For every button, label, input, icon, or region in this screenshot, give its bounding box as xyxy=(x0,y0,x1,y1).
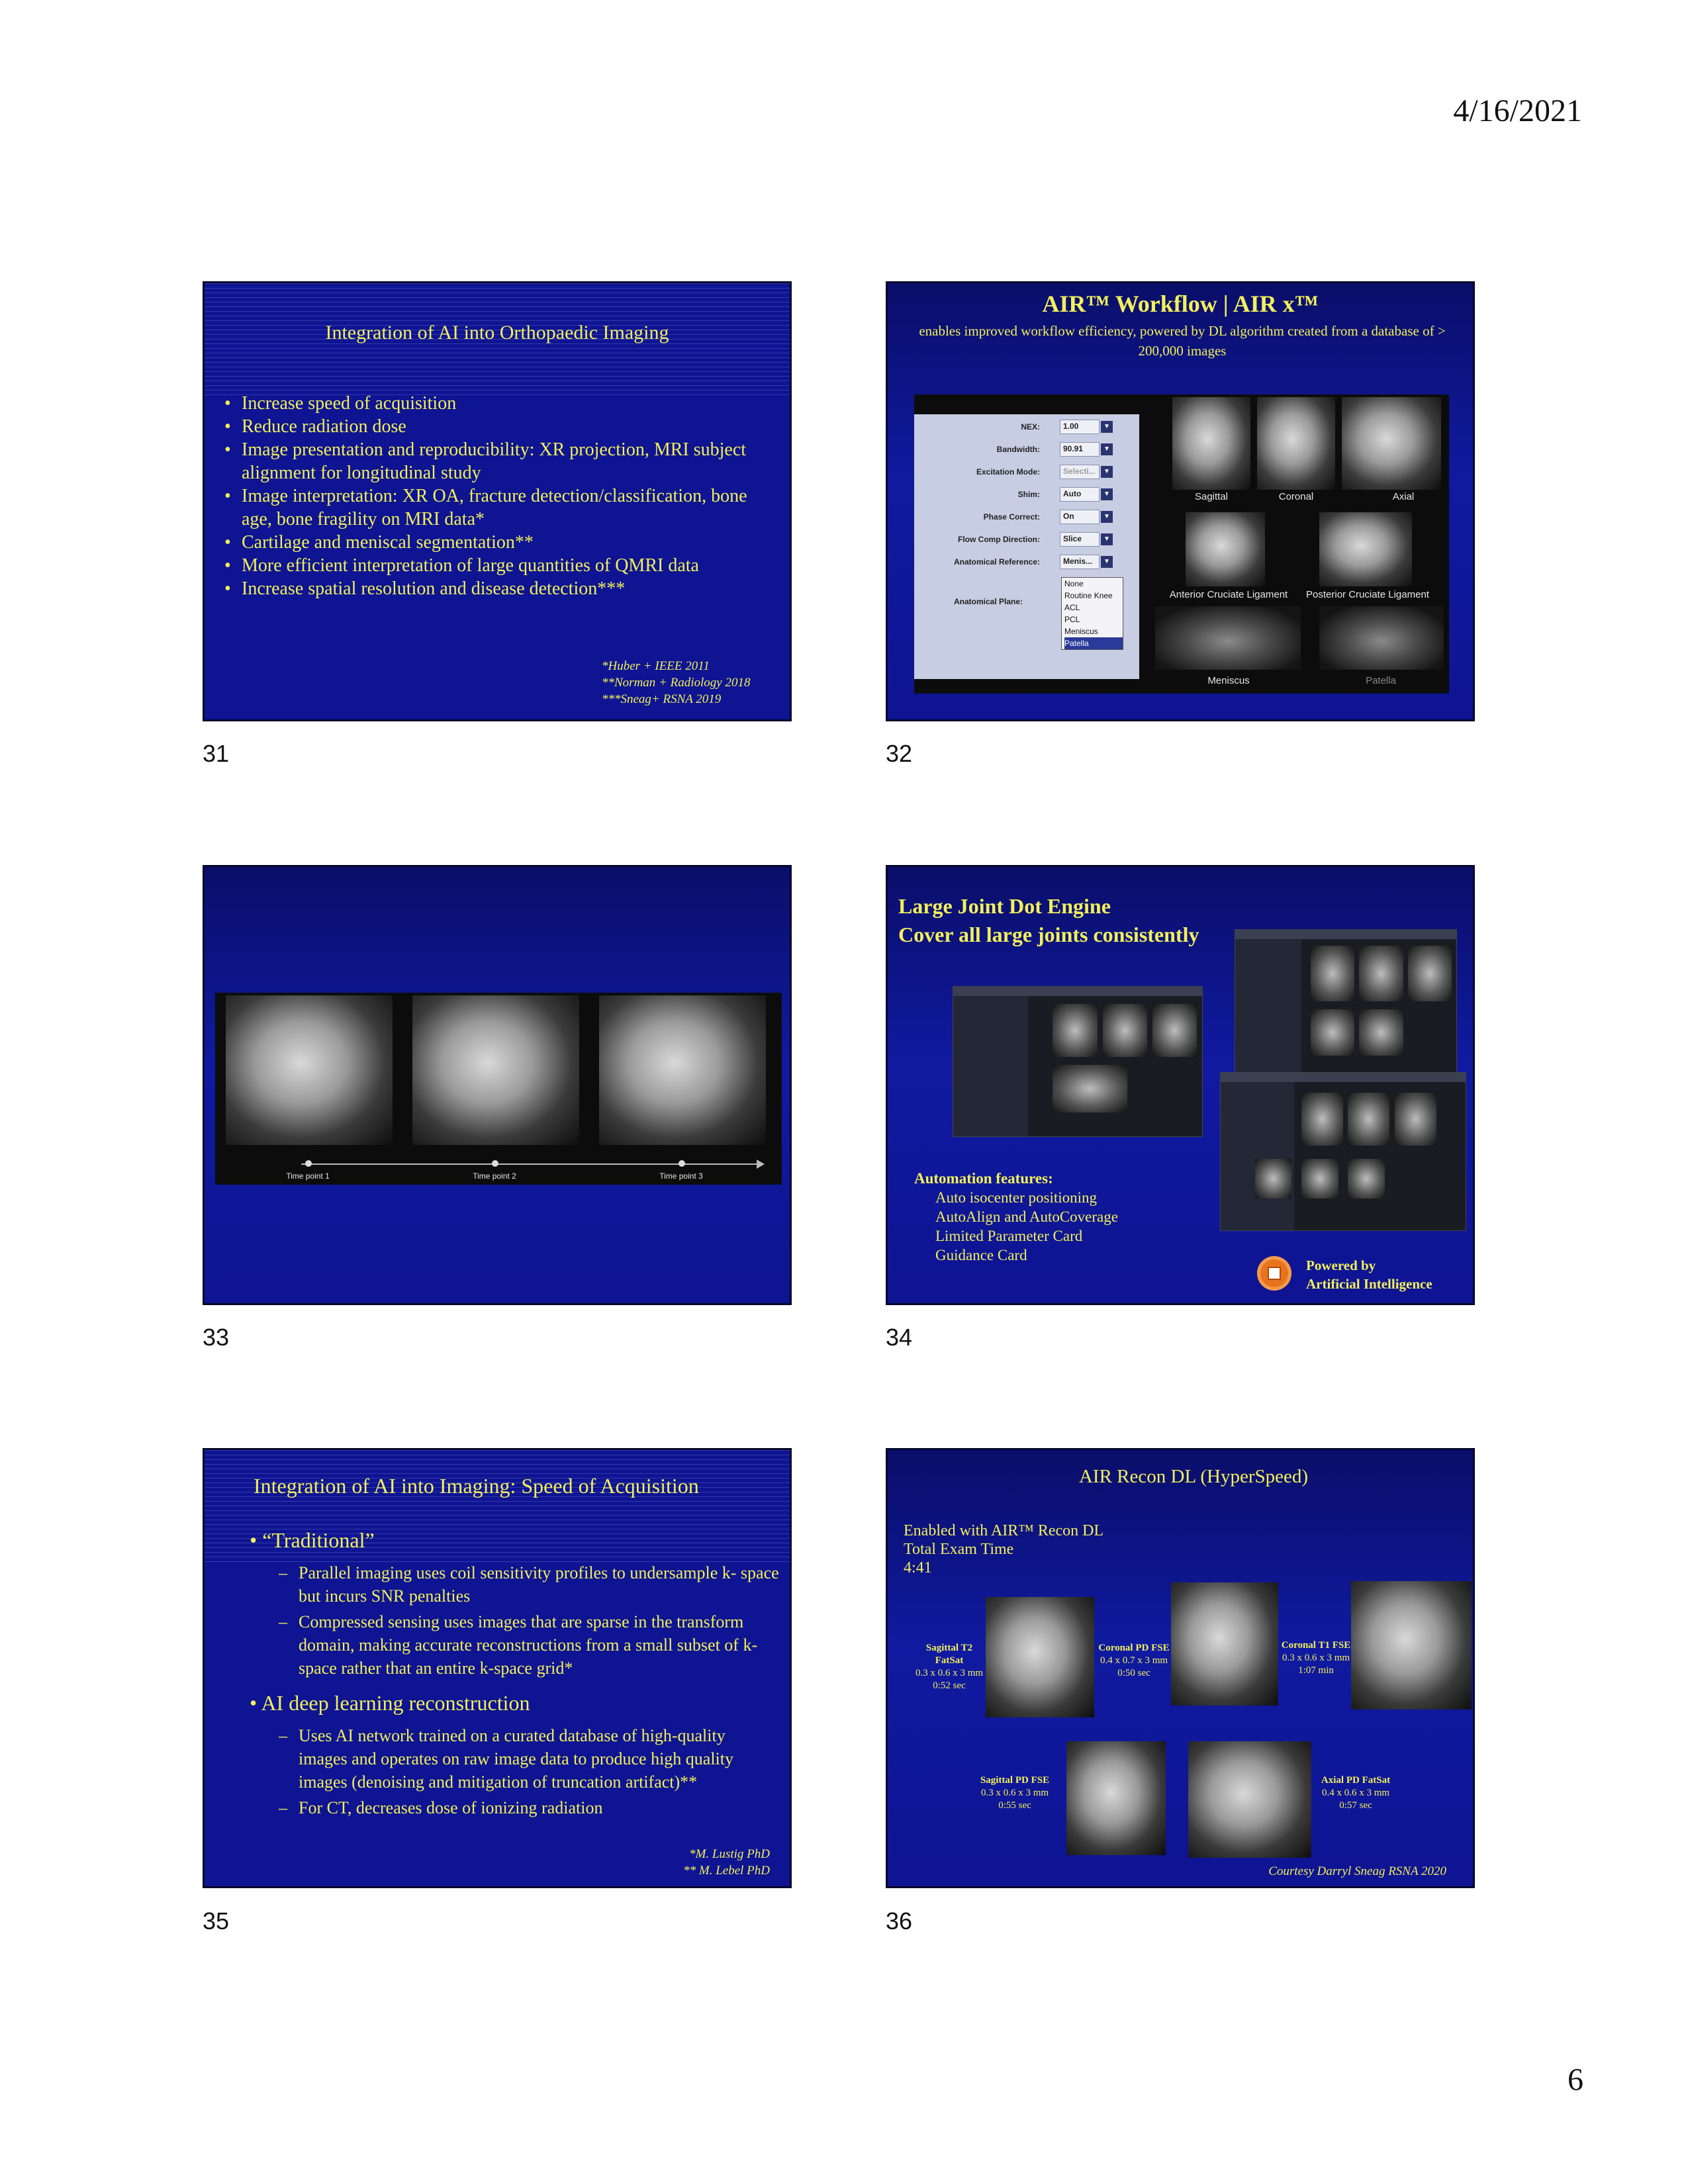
nex-field[interactable]: 1.00 xyxy=(1060,420,1100,434)
timepoint-label: Time point 3 xyxy=(659,1171,703,1181)
image-label: Anterior Cruciate Ligament xyxy=(1169,589,1288,600)
anatomical-plane-label: Anatomical Plane: xyxy=(954,597,1023,606)
feature-item: Guidance Card xyxy=(935,1247,1027,1263)
timeline-axis xyxy=(301,1163,758,1165)
chevron-down-icon[interactable]: ▼ xyxy=(1101,488,1113,500)
feature-item: Auto isocenter positioning xyxy=(935,1189,1098,1206)
slide-34 xyxy=(886,865,1475,1305)
sub-bullet-item: – For CT, decreases dose of ionizing radiation xyxy=(279,1798,603,1817)
slide-31 xyxy=(203,281,792,721)
bullet-item: • Reduce radiation dose xyxy=(220,415,750,438)
reference: **Norman + Radiology 2018 xyxy=(602,676,751,690)
console-screenshot xyxy=(953,986,1203,1137)
shim-field[interactable]: Auto xyxy=(1060,487,1100,502)
mri-image xyxy=(1171,1582,1278,1706)
form-row: Shim: Auto ▼ xyxy=(914,486,1126,504)
settings-form xyxy=(914,414,1139,679)
form-row: Phase Correct: On ▼ xyxy=(914,508,1126,527)
image-label: Sagittal xyxy=(1194,491,1229,502)
slide-36 xyxy=(886,1448,1475,1888)
slide-number: 31 xyxy=(203,740,230,767)
dropdown-option[interactable]: ACL xyxy=(1064,603,1080,612)
mri-image xyxy=(1342,397,1441,490)
mri-image xyxy=(1186,512,1265,586)
bullet-level-1: • “Traditional” xyxy=(250,1528,375,1552)
image-label: Coronal xyxy=(1278,491,1314,502)
reference: ***Sneag+ RSNA 2019 xyxy=(602,692,722,706)
timeline-dot xyxy=(305,1160,312,1167)
reference: *Huber + IEEE 2011 xyxy=(602,659,710,673)
chevron-down-icon[interactable]: ▼ xyxy=(1101,443,1113,455)
image-caption: Sagittal PD FSE 0.3 x 0.6 x 3 mm 0:55 sec xyxy=(980,1775,1050,1811)
slide-number: 35 xyxy=(203,1907,230,1934)
image-label: Posterior Cruciate Ligament xyxy=(1306,589,1429,600)
form-row: Bandwidth: 90.91 ▼ xyxy=(914,441,1126,459)
references xyxy=(602,658,750,707)
sub-bullet-list xyxy=(279,1724,769,1819)
console-screenshot xyxy=(1220,1072,1466,1231)
mri-image xyxy=(986,1597,1094,1717)
reference: *M. Lustig PhD xyxy=(689,1847,770,1861)
slide-title: AIR Recon DL (HyperSpeed) xyxy=(1078,1466,1309,1487)
bullet-item: • Image presentation and reproducibility: XR projection, MRI subject alignment for longitudinal study xyxy=(220,438,750,484)
bullet-item: • More efficient interpretation of large quantities of QMRI data xyxy=(220,554,750,577)
ai-chip-icon xyxy=(1257,1256,1291,1291)
chevron-down-icon[interactable]: ▼ xyxy=(1101,421,1113,433)
timepoint-label: Time point 2 xyxy=(473,1171,516,1181)
image-caption: Coronal PD FSE 0.4 x 0.7 x 3 mm 0:50 sec xyxy=(1098,1643,1170,1678)
feature-item: AutoAlign and AutoCoverage xyxy=(935,1208,1118,1225)
references xyxy=(683,1846,770,1879)
phase-correct-field[interactable]: On xyxy=(1060,510,1100,524)
bandwidth-field[interactable]: 90.91 xyxy=(1060,442,1100,457)
image-caption: Coronal T1 FSE 0.3 x 0.6 x 3 mm 1:07 min xyxy=(1281,1640,1351,1676)
reference: ** M. Lebel PhD xyxy=(683,1864,770,1878)
screenshot-panel xyxy=(914,394,1449,694)
form-row: Flow Comp Direction: Slice ▼ xyxy=(914,531,1126,549)
mri-image xyxy=(226,995,393,1145)
mri-image xyxy=(1188,1741,1311,1858)
bullet-list xyxy=(220,392,750,600)
slide-number: 34 xyxy=(886,1324,913,1351)
mri-image xyxy=(1319,512,1412,586)
slide-number: 33 xyxy=(203,1324,230,1351)
dropdown-option[interactable]: Patella xyxy=(1064,637,1123,649)
slide-title: AIR™ Workflow | AIR x™ xyxy=(1042,291,1319,317)
slide-32 xyxy=(886,281,1475,721)
chevron-down-icon[interactable]: ▼ xyxy=(1101,533,1113,545)
mri-image xyxy=(1172,397,1250,490)
image-label: Axial xyxy=(1392,491,1415,502)
title-line: Large Joint Dot Engine xyxy=(898,894,1111,918)
slide-number: 32 xyxy=(886,740,913,767)
mri-image xyxy=(1257,397,1335,490)
bullet-level-1: • AI deep learning reconstruction xyxy=(250,1691,530,1715)
dropdown-option[interactable]: None xyxy=(1064,579,1084,588)
form-row: Anatomical Reference: Menis... ▼ xyxy=(914,553,1126,572)
slide-33 xyxy=(203,865,792,1305)
timeline-dot xyxy=(492,1160,498,1167)
bullet-item: • Increase speed of acquisition xyxy=(220,392,750,415)
mri-image xyxy=(412,995,579,1145)
bullet-item: • Increase spatial resolution and disease detection*** xyxy=(220,577,750,600)
slide-title: Integration of AI into Imaging: Speed of Acquisition xyxy=(254,1474,699,1498)
title-line: Cover all large joints consistently xyxy=(898,923,1199,946)
timeline-dot xyxy=(679,1160,685,1167)
chevron-down-icon[interactable]: ▼ xyxy=(1101,556,1113,568)
slide-35 xyxy=(203,1448,792,1888)
arrow-right-icon xyxy=(757,1160,765,1169)
chevron-down-icon[interactable]: ▼ xyxy=(1101,466,1113,478)
courtesy-note: Courtesy Darryl Sneag RSNA 2020 xyxy=(1268,1864,1446,1878)
bullet-item: • Image interpretation: XR OA, fracture detection/classification, bone age, bone fragility on MRI data* xyxy=(220,484,750,531)
dropdown-option[interactable]: PCL xyxy=(1064,615,1080,624)
slide-title: Integration of AI into Orthopaedic Imaging xyxy=(325,322,669,343)
console-screenshot xyxy=(1235,929,1457,1085)
sub-bullet-item: – Uses AI network trained on a curated database of high-quality images and operates on raw image data to produce high quality images (denoising and mitigation of truncation artifact)** xyxy=(279,1726,734,1792)
image-caption: Axial PD FatSat 0.4 x 0.6 x 3 mm 0:57 sec xyxy=(1321,1775,1391,1811)
dropdown-option[interactable]: Routine Knee xyxy=(1064,591,1113,600)
intro-text: Enabled with AIR™ Recon DL Total Exam Time 4:41 xyxy=(904,1522,1104,1576)
sub-bullet-list xyxy=(279,1561,782,1680)
excitation-mode-field[interactable]: Selecti... xyxy=(1060,465,1100,479)
page-number: 6 xyxy=(1568,2062,1583,2097)
anatomical-reference-field[interactable]: Menis... xyxy=(1060,555,1100,569)
feature-item: Limited Parameter Card xyxy=(935,1228,1083,1244)
form-row: Excitation Mode: Selecti... ▼ xyxy=(914,463,1126,482)
flow-comp-field[interactable]: Slice xyxy=(1060,532,1100,547)
bullet-item: • Cartilage and meniscal segmentation** xyxy=(220,531,750,554)
page-date: 4/16/2021 xyxy=(1453,93,1582,128)
sub-bullet-item: – Compressed sensing uses images that are sparse in the transform domain, making accurate reconstructions from a small subset of k-space rather that an entire k-space grid* xyxy=(279,1612,758,1678)
image-label: Meniscus xyxy=(1207,675,1250,686)
powered-by-label: Powered by Artificial Intelligence xyxy=(1306,1257,1432,1292)
slide-number: 36 xyxy=(886,1907,913,1934)
mri-image xyxy=(1066,1741,1166,1855)
dropdown-menu[interactable] xyxy=(1061,577,1123,650)
mri-image xyxy=(1155,606,1301,670)
slide-subtitle: enables improved workflow efficiency, powered by DL algorithm created from a database of > 200,000 images xyxy=(919,323,1446,359)
mri-image xyxy=(1351,1581,1472,1709)
dropdown-option[interactable]: Meniscus xyxy=(1064,627,1098,636)
chevron-down-icon[interactable]: ▼ xyxy=(1101,511,1113,523)
mri-image xyxy=(1319,606,1444,670)
image-label: Patella xyxy=(1366,675,1396,686)
timepoint-label: Time point 1 xyxy=(286,1171,330,1181)
mri-image xyxy=(599,995,766,1145)
slide-title xyxy=(898,892,1199,949)
form-row: NEX: 1.00 ▼ xyxy=(914,418,1126,437)
timeline-panel xyxy=(215,993,782,1185)
features-heading: Automation features: xyxy=(914,1170,1053,1187)
sub-bullet-item: – Parallel imaging uses coil sensitivity profiles to undersample k- space but incurs SNR penalties xyxy=(279,1563,779,1606)
features-block xyxy=(914,1169,1118,1265)
image-caption: Sagittal T2 FatSat 0.3 x 0.6 x 3 mm 0:52 sec xyxy=(915,1643,984,1691)
